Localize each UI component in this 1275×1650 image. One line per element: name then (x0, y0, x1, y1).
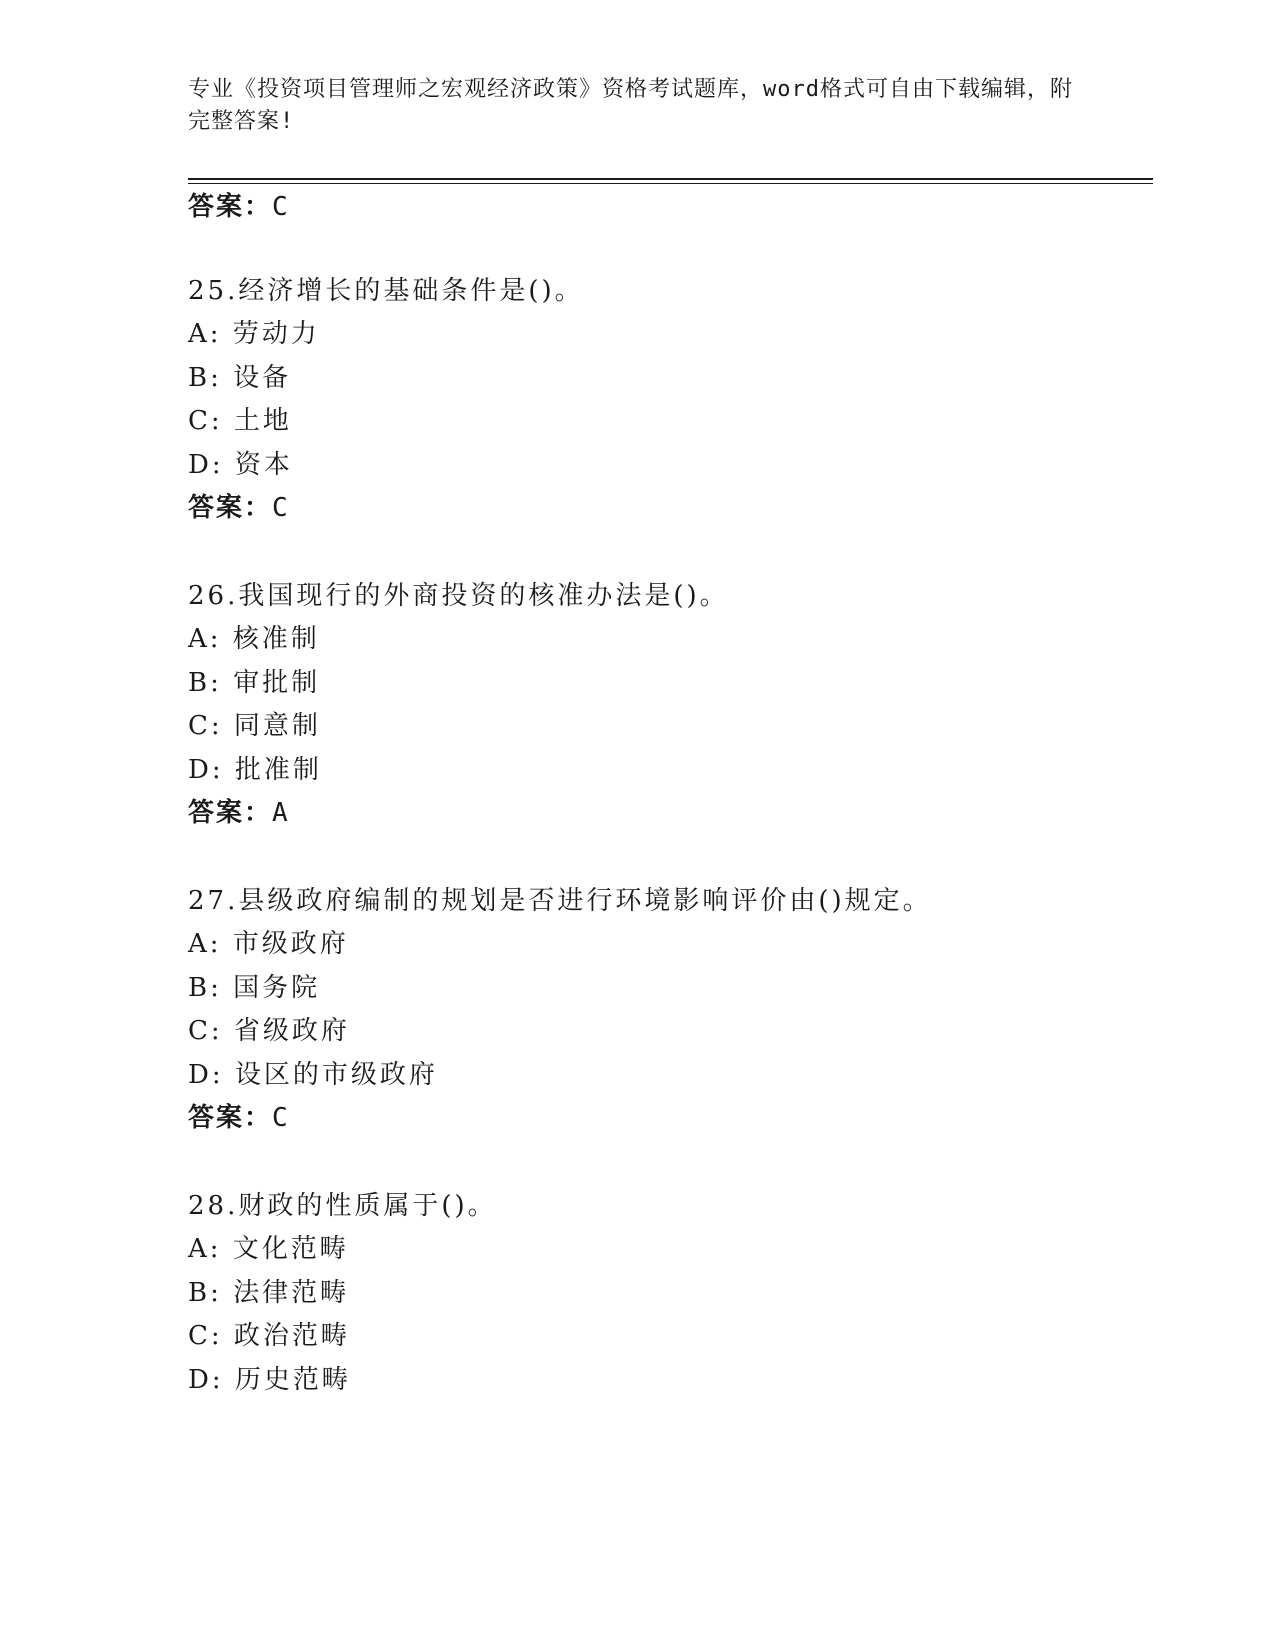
question-option: D: 资本 (188, 450, 293, 480)
question-stem: 26.我国现行的外商投资的核准办法是()。 (188, 581, 729, 611)
question-option: A: 劳动力 (188, 319, 320, 349)
question-stem: 27.县级政府编制的规划是否进行环境影响评价由()规定。 (188, 886, 932, 916)
question-option: B: 审批制 (188, 668, 321, 698)
answer-value: C (272, 493, 290, 523)
question-option: A: 核准制 (188, 624, 320, 654)
question-option: B: 法律范畴 (188, 1278, 350, 1308)
question-option: C: 同意制 (188, 711, 321, 741)
question-option: A: 文化范畴 (188, 1234, 349, 1264)
answer-label: 答案： (188, 192, 273, 222)
question-option: C: 土地 (188, 406, 292, 436)
question-stem: 25.经济增长的基础条件是()。 (188, 276, 584, 306)
question-option: D: 设区的市级政府 (188, 1060, 438, 1090)
answer-line (188, 1101, 290, 1135)
header-rule-thick (188, 178, 1153, 180)
answer-line (188, 796, 290, 830)
header-rule-thin (188, 183, 1153, 184)
question-option: C: 政治范畴 (188, 1321, 350, 1351)
answer-label: 答案： (188, 798, 273, 828)
answer-line (188, 190, 290, 224)
document-header: 专业《投资项目管理师之宏观经济政策》资格考试题库，word格式可自由下载编辑，附完整答案! (188, 77, 1073, 134)
answer-value: C (272, 1103, 290, 1133)
question-option: D: 批准制 (188, 755, 322, 785)
answer-label: 答案： (188, 1103, 273, 1133)
question-option: C: 省级政府 (188, 1016, 350, 1046)
answer-value: A (272, 798, 290, 828)
question-option: D: 历史范畴 (188, 1365, 351, 1395)
question-option: B: 国务院 (188, 973, 321, 1003)
answer-value: C (272, 192, 290, 222)
answer-line (188, 491, 290, 525)
question-stem: 28.财政的性质属于()。 (188, 1191, 497, 1221)
question-option: B: 设备 (188, 363, 292, 393)
answer-label: 答案： (188, 493, 273, 523)
question-option: A: 市级政府 (188, 929, 349, 959)
